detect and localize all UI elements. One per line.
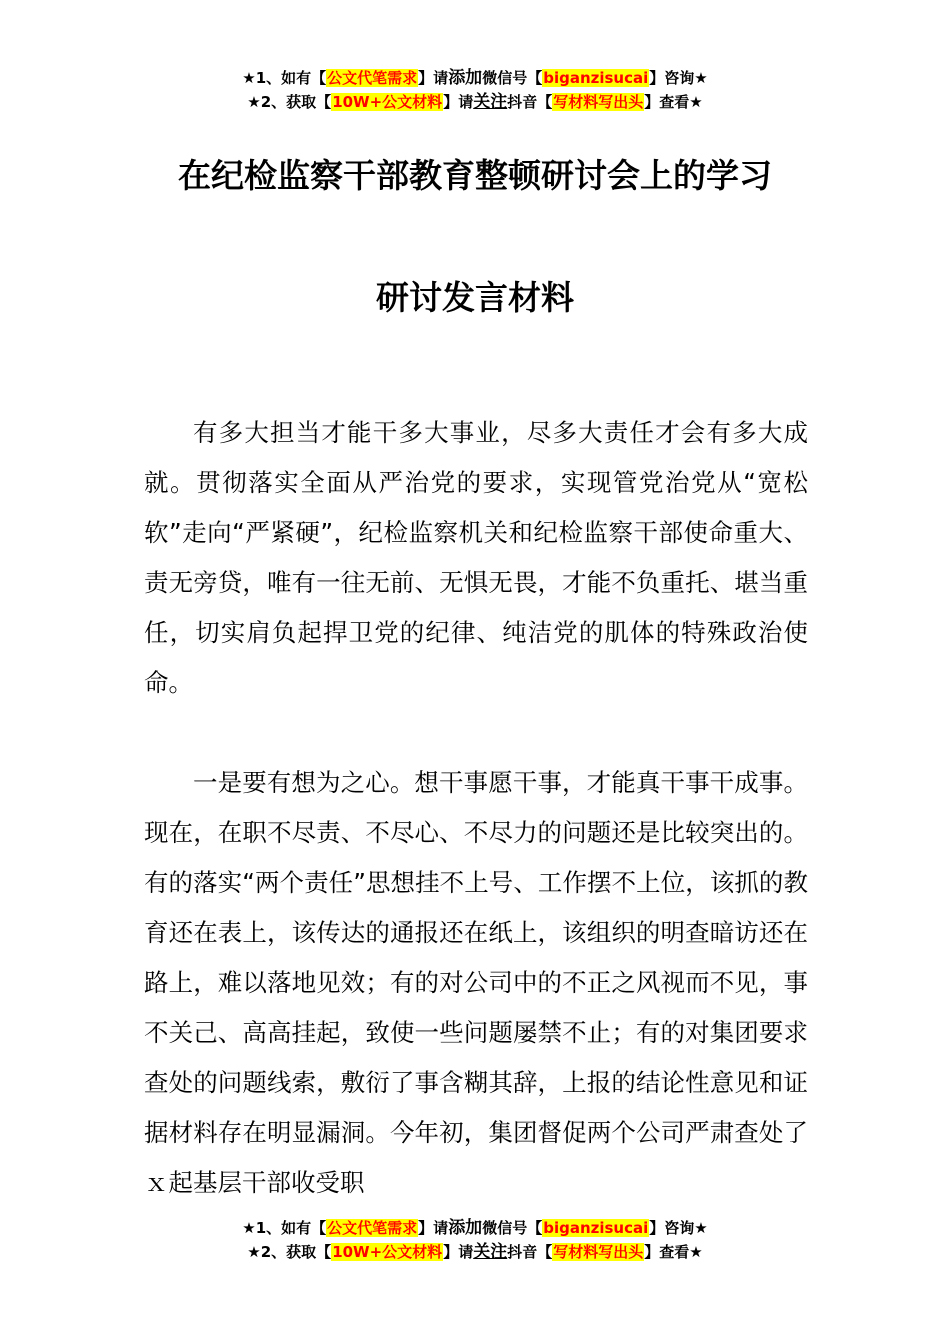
banner-text: 抖音【: [507, 93, 553, 111]
banner-text: 微信号【: [482, 1219, 543, 1237]
document-title-line-2: 研讨发言材料: [376, 278, 574, 317]
banner-emphasis: 关注: [473, 92, 508, 112]
banner-emphasis: 添加: [448, 1218, 483, 1238]
banner-highlight: 公文代笔需求: [327, 1219, 418, 1237]
banner-text: 】咨询★: [649, 69, 708, 87]
banner-douyin-id: 写材料写出头: [553, 1243, 644, 1261]
banner-text: 】查看★: [644, 93, 703, 111]
banner-emphasis: 添加: [448, 68, 483, 88]
banner-wechat-id: biganzisucai: [543, 1219, 649, 1237]
banner-douyin-id: 写材料写出头: [553, 93, 644, 111]
document-body: [144, 408, 808, 1208]
paragraph-point-one: 一是要有想为之心。想干事愿干事，才能真干事干成事。现在，在职不尽责、不尽心、不尽力的问题还是比较突出的。有的落实“两个责任”思想挂不上号、工作摆不上位，该抓的教育还在表上，该传达的通报还在纸上，该组织的明查暗访还在路上，难以落地见效；有的对公司中的不正之风视而不见，事不关己、高高挂起，致使一些问题屡禁不止；有的对集团要求查处的问题线索，敷衍了事含糊其辞，上报的结论性意见和证据材料存在明显漏洞。今年初，集团督促两个公司严肃查处了ｘ起基层干部收受职: [144, 768, 808, 1197]
banner-text: 】请: [418, 1219, 449, 1237]
banner-text: 】咨询★: [649, 1219, 708, 1237]
banner-text: ★2、获取【: [247, 1243, 332, 1261]
banner-emphasis: 关注: [473, 1242, 508, 1262]
banner-line-1: [0, 66, 950, 90]
paragraph-intro: 有多大担当才能干多大事业，尽多大责任才会有多大成就。贯彻落实全面从严治党的要求，实现管党治党从“宽松软”走向“严紧硬”，纪检监察机关和纪检监察干部使命重大、责无旁贷，唯有一往无前、无惧无畏，才能不负重托、堪当重任，切实肩负起捍卫党的纪律、纯洁党的肌体的特殊政治使命。: [144, 418, 808, 697]
banner-highlight: 10W+公文材料: [332, 1243, 443, 1261]
banner-text: 】请: [418, 69, 449, 87]
banner-line-2: [0, 90, 950, 114]
banner-text: ★1、如有【: [242, 69, 327, 87]
banner-text: 】请: [443, 1243, 474, 1261]
banner-text: 】查看★: [644, 1243, 703, 1261]
banner-highlight: 公文代笔需求: [327, 69, 418, 87]
banner-line-2: [0, 1240, 950, 1264]
banner-highlight: 10W+公文材料: [332, 93, 443, 111]
banner-wechat-id: biganzisucai: [543, 69, 649, 87]
banner-text: 抖音【: [507, 1243, 553, 1261]
header-banner: [0, 66, 950, 114]
banner-line-1: [0, 1216, 950, 1240]
footer-banner: [0, 1216, 950, 1264]
banner-text: 】请: [443, 93, 474, 111]
banner-text: ★2、获取【: [247, 93, 332, 111]
document-title-line-1: 在纪检监察干部教育整顿研讨会上的学习: [178, 156, 772, 195]
banner-text: ★1、如有【: [242, 1219, 327, 1237]
banner-text: 微信号【: [482, 69, 543, 87]
